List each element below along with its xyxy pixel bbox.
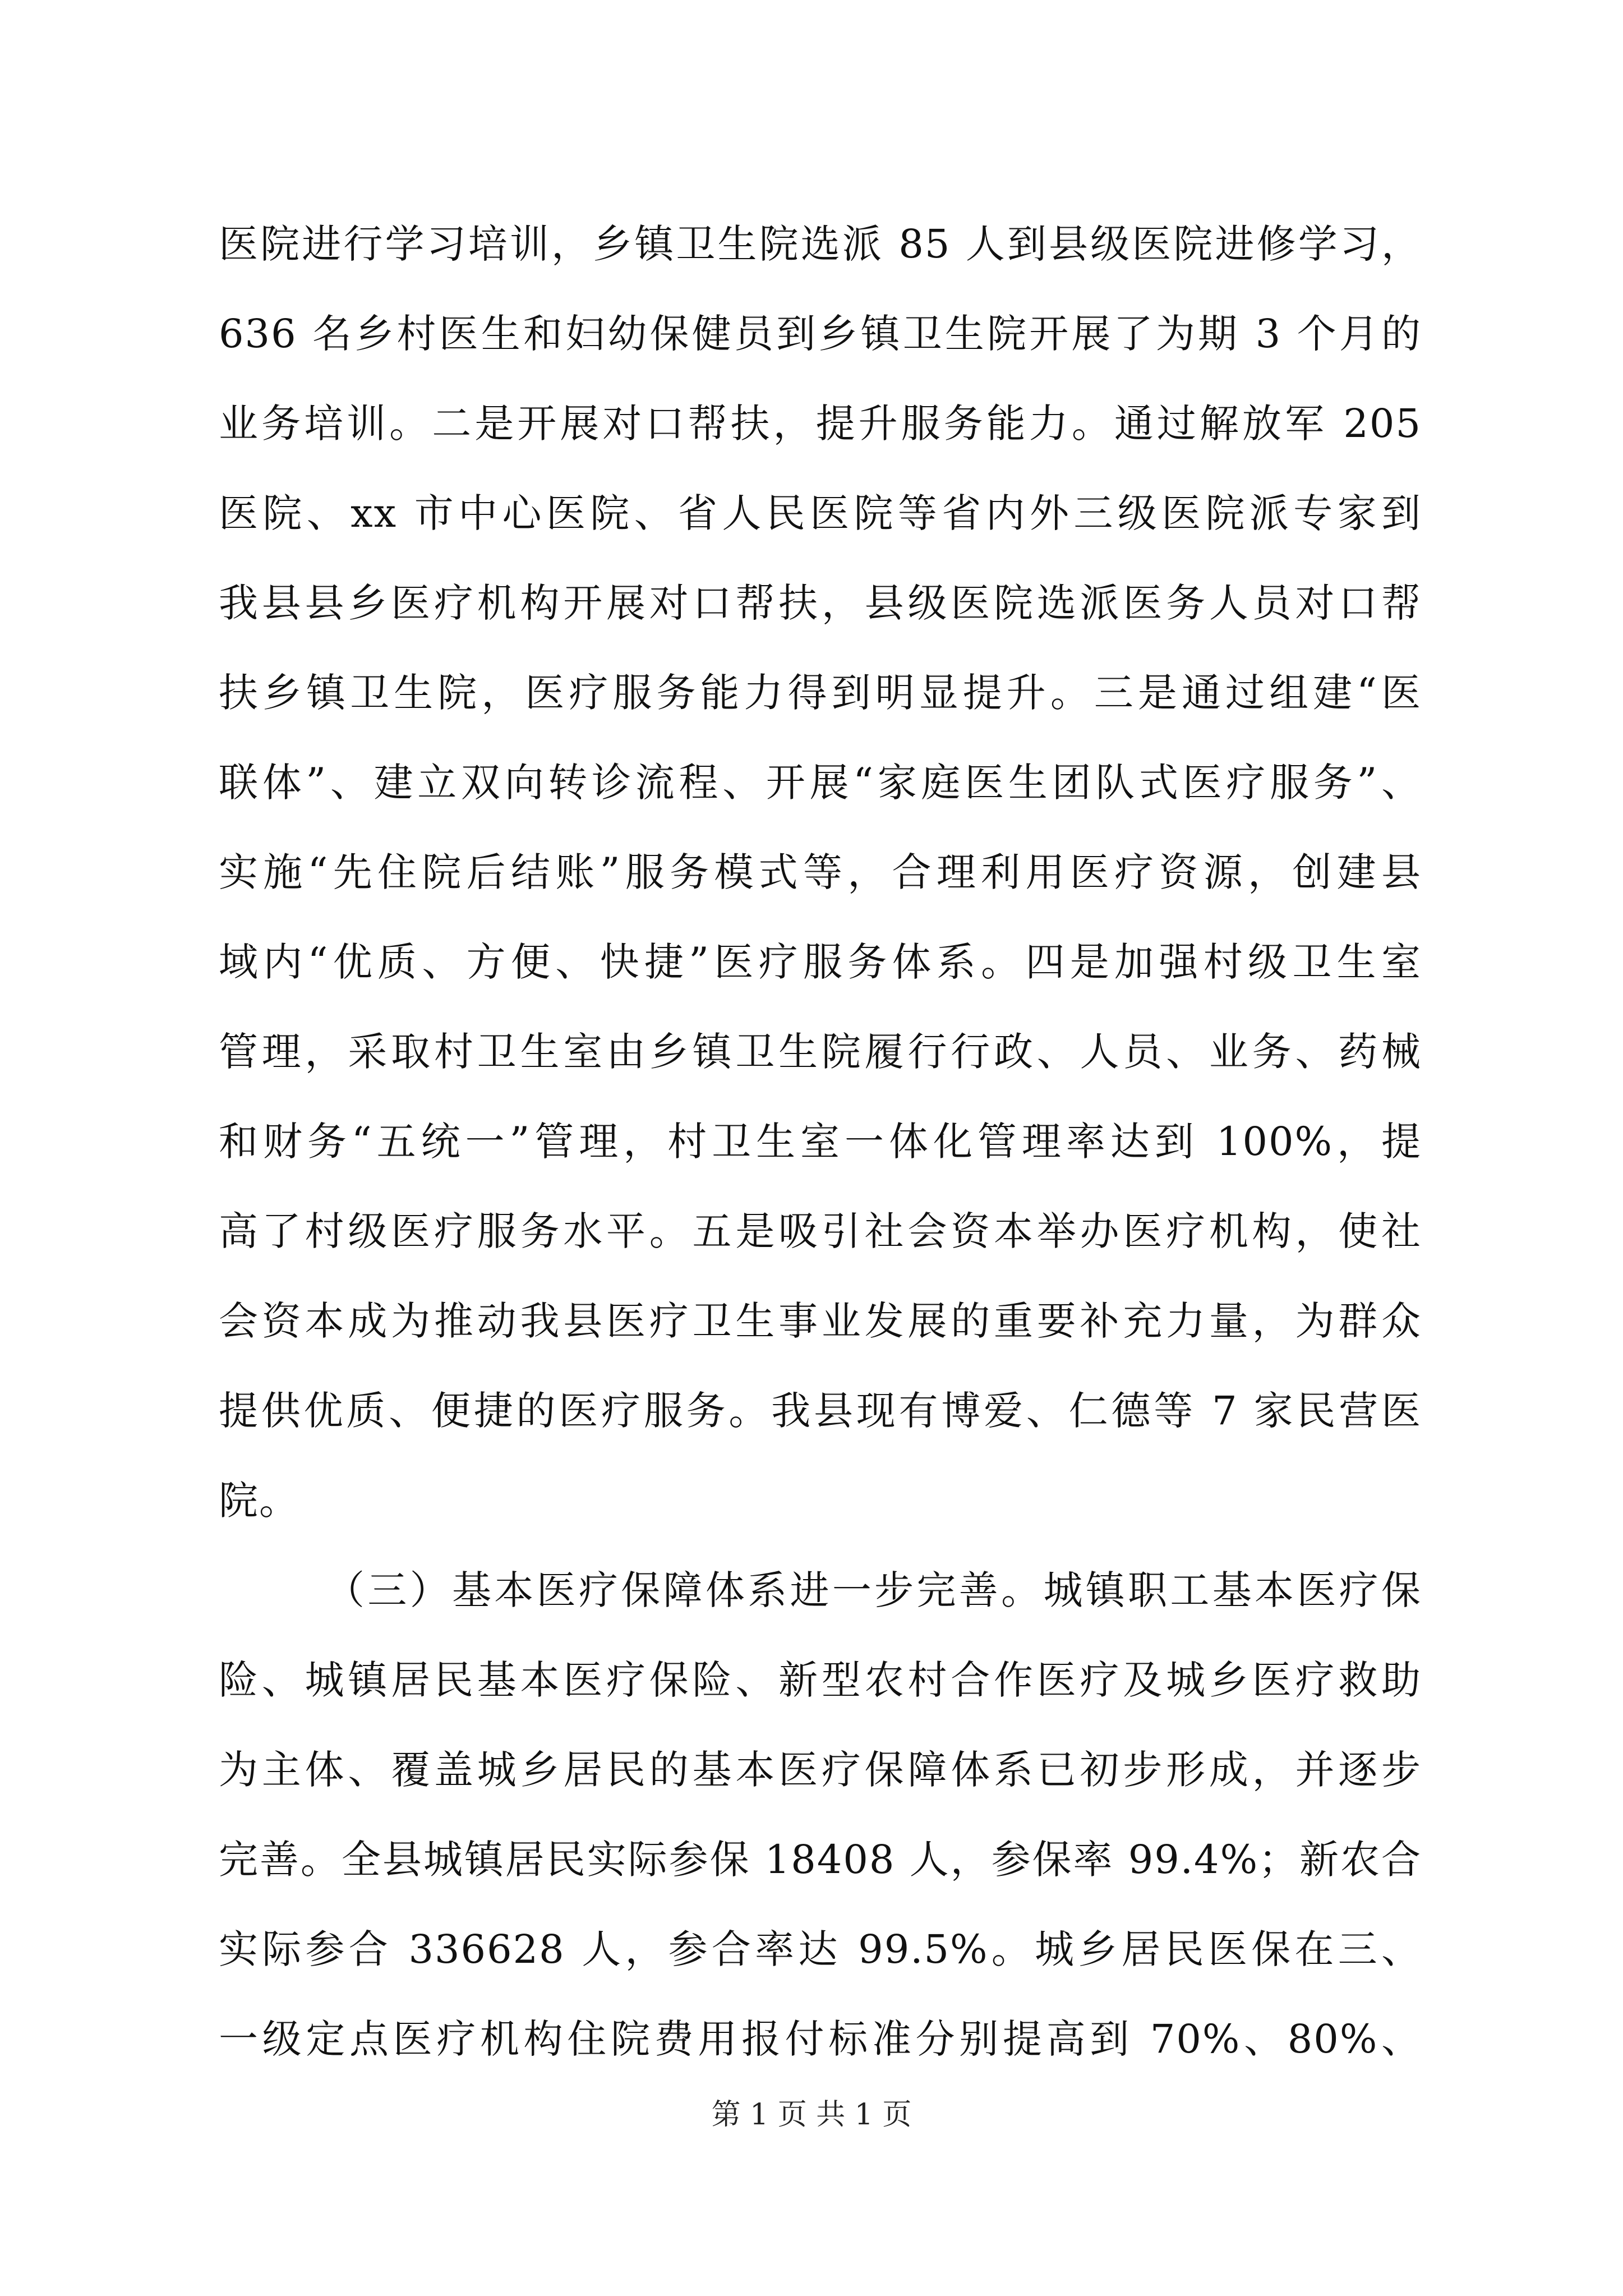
text-line: 我县县乡医疗机构开展对口帮扶，县级医院选派医务人员对口帮 [219, 580, 1422, 626]
text-line: 完善。全县城镇居民实际参保 18408 人，参保率 99.4%；新农合 [219, 1837, 1422, 1883]
text-line: 医院进行学习培训，乡镇卫生院选派 85 人到县级医院进修学习， [219, 221, 1422, 267]
text-line: 管理，采取村卫生室由乡镇卫生院履行行政、人员、业务、药械 [219, 1029, 1422, 1075]
text-line: 为主体、覆盖城乡居民的基本医疗保障体系已初步形成，并逐步 [219, 1747, 1422, 1793]
text-line: 域内“优质、方便、快捷”医疗服务体系。四是加强村级卫生室 [219, 939, 1422, 985]
section-heading-line: （三）基本医疗保障体系进一步完善。城镇职工基本医疗保 [325, 1567, 1422, 1613]
text-line: 实施“先住院后结账”服务模式等，合理利用医疗资源，创建县 [219, 849, 1422, 895]
text-line: 险、城镇居民基本医疗保险、新型农村合作医疗及城乡医疗救助 [219, 1657, 1422, 1703]
page-footer: 第 1 页 共 1 页 [711, 2098, 912, 2132]
text-line: 636 名乡村医生和妇幼保健员到乡镇卫生院开展了为期 3 个月的 [219, 311, 1422, 357]
body-text [219, 199, 1422, 2084]
text-line: 联体”、建立双向转诊流程、开展“家庭医生团队式医疗服务”、 [219, 760, 1422, 806]
text-line: 扶乡镇卫生院，医疗服务能力得到明显提升。三是通过组建“医 [219, 670, 1422, 716]
text-line: 高了村级医疗服务水平。五是吸引社会资本举办医疗机构，使社 [219, 1208, 1422, 1254]
text-line: 院。 [219, 1478, 299, 1524]
text-line: 一级定点医疗机构住院费用报付标准分别提高到 70%、80%、 [219, 2016, 1422, 2062]
text-line: 医院、xx 市中心医院、省人民医院等省内外三级医院派专家到 [219, 490, 1422, 536]
text-line: 实际参合 336628 人，参合率达 99.5%。城乡居民医保在三、 [219, 1926, 1422, 1972]
text-line: 会资本成为推动我县医疗卫生事业发展的重要补充力量，为群众 [219, 1298, 1422, 1344]
text-line: 和财务“五统一”管理，村卫生室一体化管理率达到 100%，提 [219, 1119, 1422, 1165]
text-line: 业务培训。二是开展对口帮扶，提升服务能力。通过解放军 205 [219, 401, 1422, 447]
text-line: 提供优质、便捷的医疗服务。我县现有博爱、仁德等 7 家民营医 [219, 1388, 1422, 1434]
